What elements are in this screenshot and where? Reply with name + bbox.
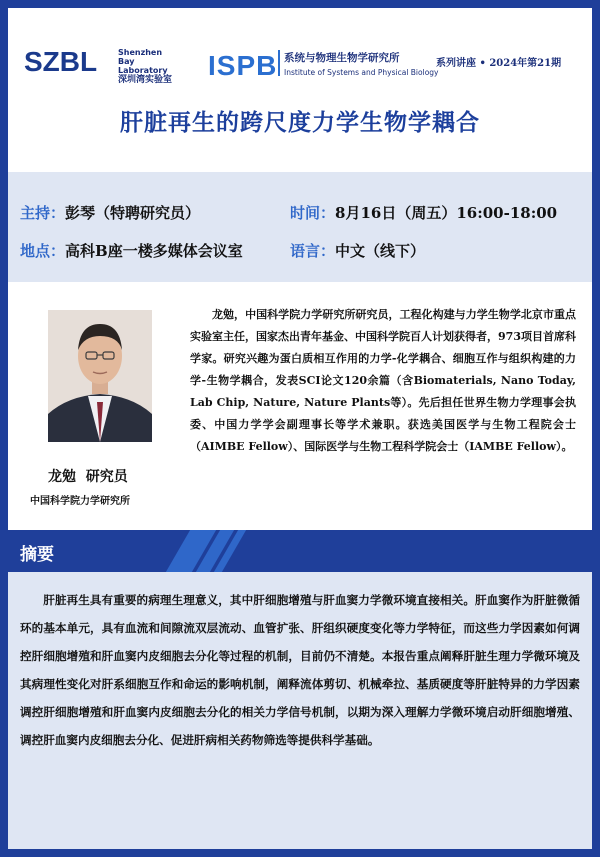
time-value: 8月16日（周五）16:00-18:00 (335, 204, 558, 222)
szbl-name-en: Shenzhen Bay Laboratory (118, 48, 168, 75)
speaker-affiliation: 中国科学院力学研究所 (30, 496, 130, 507)
host-value: 彭琴（特聘研究员） (65, 204, 201, 222)
ispb-name-en: Institute of Systems and Physical Biology (284, 68, 439, 77)
szbl-name (118, 48, 178, 85)
ispb-name (284, 50, 438, 77)
ispb-logo: ISPB (208, 50, 278, 81)
speaker-photo (48, 310, 152, 442)
location-label: 地点： (20, 242, 66, 260)
time-row (290, 202, 557, 223)
series-label: 系列讲座 • 2024年第21期 (436, 58, 562, 69)
szbl-name-cn: 深圳湾实验室 (118, 75, 173, 85)
host-label: 主持： (20, 204, 66, 222)
language-label: 语言： (290, 242, 336, 260)
lecture-title: 肝脏再生的跨尺度力学生物学耦合 (120, 110, 480, 136)
language-row (290, 240, 425, 261)
time-label: 时间： (290, 204, 336, 222)
speaker-bio: 龙勉，中国科学院力学研究所研究员，工程化构建与力学生物学北京市重点实验室主任，国家杰出青年基金、中国科学院百人计划获得者，973项目首席科学家。研究兴趣为蛋白质相互作用的力学-化学耦合、细胞互作与组织构建的力学-生物学耦合，发表SCI论文120余篇（含Biomaterials, Nano Today, Lab Chip, Nature, Nature Plants等）。先后担任世界生物力学理事会执委、中国力学学会副理事长等学术兼职。获选美国医学与生物工程院会士（AIMBE Fellow）、国际医学与生物工程科学院会士（IAMBE Fellow）。 (190, 308, 576, 453)
szbl-logo-text: SZBL (24, 46, 98, 76)
header (8, 8, 592, 172)
info-panel (8, 172, 592, 282)
szbl-logo (24, 46, 116, 76)
ispb-name-cn: 系统与物理生物学研究所 (284, 52, 400, 64)
speaker-section (8, 282, 592, 530)
abstract-body (8, 572, 592, 849)
ispb-divider (278, 50, 280, 76)
abstract-header (8, 530, 592, 572)
language-value: 中文（线下） (335, 242, 426, 260)
location-row (20, 240, 243, 261)
location-value: 高科B座一楼多媒体会议室 (65, 242, 243, 260)
speaker-portrait (48, 310, 152, 442)
abstract-text: 肝脏再生具有重要的病理生理意义，其中肝细胞增殖与肝血窦力学微环境直接相关。肝血窦作为肝脏微循环的基本单元，具有血流和间隙流双层流动、血管扩张、肝组织硬度变化等力学特征，而这些力学因素如何调控肝细胞增殖和肝血窦内皮细胞去分化等过程的机制，目前仍不清楚。本报告重点阐释肝脏生理力学微环境及其病理性变化对肝系细胞互作和命运的影响机制，阐释流体剪切、机械牵拉、基质硬度等肝脏特异的力学因素调控肝细胞增殖和肝血窦内皮细胞去分化的相关力学信号机制，以期为深入理解力学微环境启动肝细胞增殖、调控肝血窦内皮细胞去分化、促进肝病相关药物筛选等提供科学基础。 (20, 593, 580, 747)
speaker-name: 龙勉 研究员 (48, 469, 128, 485)
host-row (20, 202, 200, 223)
poster (8, 8, 592, 849)
abstract-heading: 摘要 (20, 545, 54, 565)
